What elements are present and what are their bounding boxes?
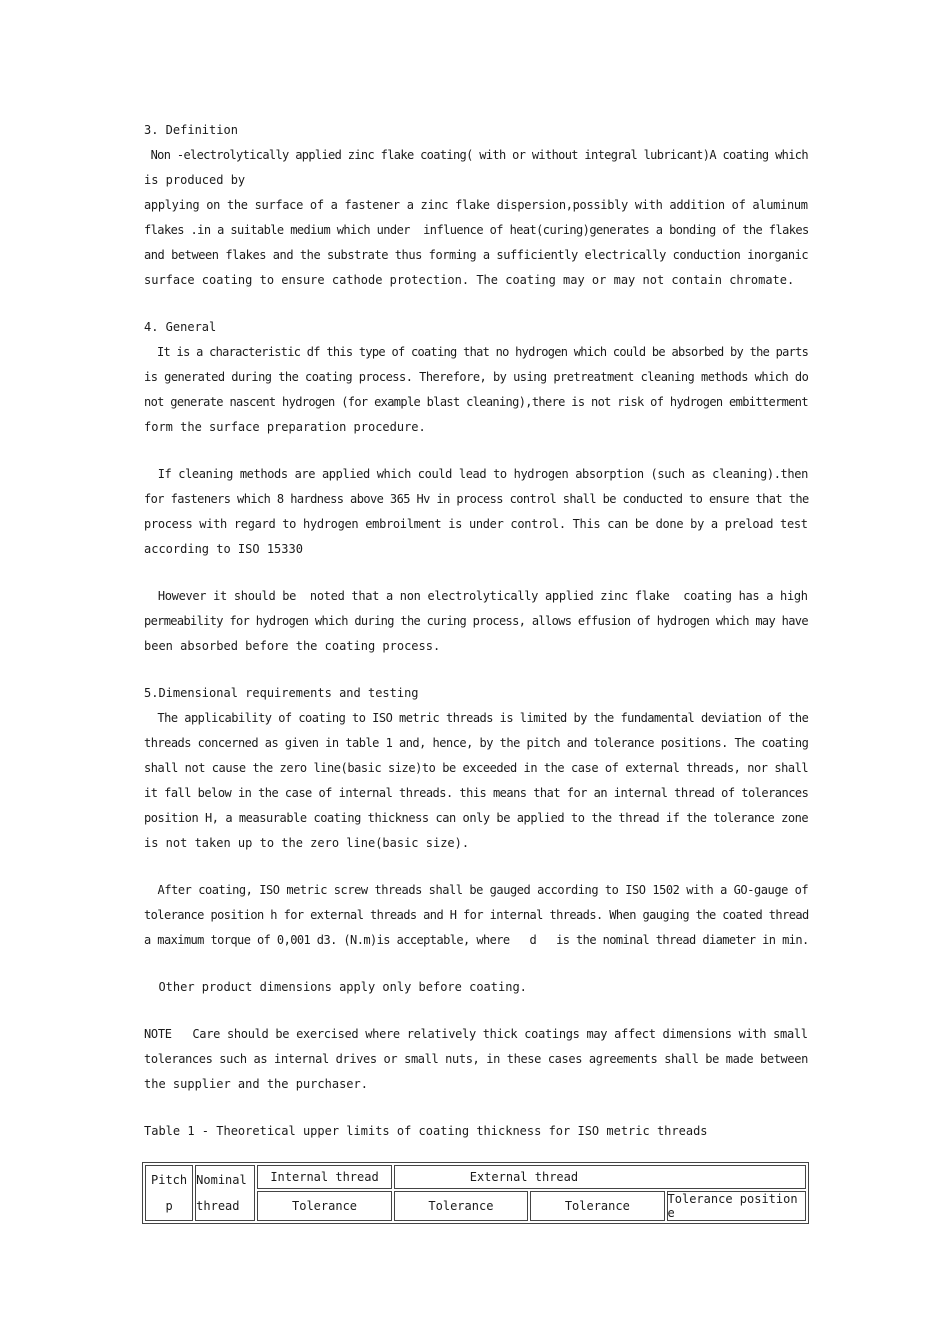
text-line: it fall below in the case of internal threads. this means that for an internal thread of tolerances bbox=[144, 786, 809, 800]
dimensional-paragraph-3 bbox=[144, 975, 808, 1000]
text-line: not generate nascent hydrogen (for example blast cleaning),there is not risk of hydrogen embitterment bbox=[144, 395, 808, 409]
definition-paragraph bbox=[144, 143, 808, 293]
text-line: for fasteners which 8 hardness above 365 Hv in process control shall be conducted to ensure that the bbox=[144, 492, 809, 506]
text-line: position H, a measurable coating thickness can only be applied to the thread if the tolerance zone bbox=[144, 811, 809, 825]
text-line: Non -electrolytically applied zinc flake coating( with or without integral lubricant)A coating which bbox=[144, 148, 808, 162]
text-line: After coating, ISO metric screw threads shall be gauged according to ISO 1502 with a GO-gauge of bbox=[144, 883, 809, 897]
tolerance-header-external-2: Tolerance bbox=[530, 1191, 664, 1221]
text-line: according to ISO 15330 bbox=[144, 542, 303, 556]
section-heading-definition: 3. Definition bbox=[144, 123, 238, 137]
tolerance-header-external-1: Tolerance bbox=[394, 1191, 528, 1221]
text-line: permeability for hydrogen which during the curing process, allows effusion of hydrogen which may have bbox=[144, 614, 808, 628]
pitch-header-cell bbox=[145, 1165, 193, 1221]
text-line: Other product dimensions apply only before coating. bbox=[144, 980, 527, 994]
text-line: applying on the surface of a fastener a zinc flake dispersion,possibly with addition of aluminum bbox=[144, 198, 808, 212]
text-line: The applicability of coating to ISO metric threads is limited by the fundamental deviation of the bbox=[144, 711, 809, 725]
text-line: form the surface preparation procedure. bbox=[144, 420, 426, 434]
note-paragraph bbox=[144, 1022, 808, 1097]
section-heading-dimensional: 5.Dimensional requirements and testing bbox=[144, 686, 419, 700]
text-line: If cleaning methods are applied which could lead to hydrogen absorption (such as cleaning).then bbox=[144, 467, 808, 481]
dimensional-paragraph-2 bbox=[144, 878, 808, 953]
nominal-label: Nominal bbox=[196, 1173, 247, 1187]
text-line: is produced by bbox=[144, 173, 246, 187]
thread-label: thread bbox=[196, 1199, 240, 1213]
external-thread-label: External thread bbox=[469, 1170, 579, 1184]
section-heading-general: 4. General bbox=[144, 320, 217, 334]
coating-thickness-table bbox=[142, 1162, 809, 1224]
dimensional-paragraph-1 bbox=[144, 706, 808, 856]
pitch-symbol: p bbox=[165, 1199, 173, 1213]
text-line: and between flakes and the substrate thus forming a sufficiently electrically conduction inorganic bbox=[144, 248, 809, 262]
tolerance-position-e-header: Tolerance position e bbox=[667, 1191, 806, 1221]
tolerance-header-internal: Tolerance bbox=[257, 1191, 391, 1221]
text-line: been absorbed before the coating process. bbox=[144, 639, 441, 653]
text-line: tolerance position h for external threads and H for internal threads. When gauging the coated thread bbox=[144, 908, 809, 922]
text-line: However it should be noted that a non electrolytically applied zinc flake coating has a high bbox=[144, 589, 808, 603]
table-header-row bbox=[145, 1165, 806, 1189]
text-line: flakes .in a suitable medium which under influence of heat(curing)generates a bonding of the flakes bbox=[144, 223, 809, 237]
general-paragraph-3 bbox=[144, 584, 808, 659]
text-line: surface coating to ensure cathode protection. The coating may or may not contain chromate. bbox=[144, 273, 795, 287]
internal-thread-header: Internal thread bbox=[257, 1165, 391, 1189]
text-line: process with regard to hydrogen embroilment is under control. This can be done by a preload test bbox=[144, 517, 808, 531]
document-page bbox=[144, 118, 808, 1144]
general-paragraph-1 bbox=[144, 340, 808, 440]
text-line: tolerances such as internal drives or small nuts, in these cases agreements shall be made between bbox=[144, 1052, 808, 1066]
general-paragraph-2 bbox=[144, 462, 808, 562]
text-line: is not taken up to the zero line(basic size). bbox=[144, 836, 470, 850]
text-line: threads concerned as given in table 1 and, hence, by the pitch and tolerance positions. The coating bbox=[144, 736, 809, 750]
table-caption: Table 1 - Theoretical upper limits of coating thickness for ISO metric threads bbox=[144, 1124, 708, 1138]
text-line: It is a characteristic df this type of coating that no hydrogen which could be absorbed by the parts bbox=[144, 345, 809, 359]
text-line: is generated during the coating process. Therefore, by using pretreatment cleaning methods which do bbox=[144, 370, 809, 384]
text-line: the supplier and the purchaser. bbox=[144, 1077, 368, 1091]
external-thread-header bbox=[394, 1165, 806, 1189]
nominal-thread-header-cell bbox=[195, 1165, 255, 1221]
text-line: a maximum torque of 0,001 d3. (N.m)is acceptable, where d is the nominal thread diameter in min. bbox=[144, 933, 809, 947]
text-line: NOTE Care should be exercised where relatively thick coatings may affect dimensions with small bbox=[144, 1027, 808, 1041]
pitch-label: Pitch bbox=[151, 1173, 188, 1187]
text-line: shall not cause the zero line(basic size)to be exceeded in the case of external threads, nor shall bbox=[144, 761, 809, 775]
